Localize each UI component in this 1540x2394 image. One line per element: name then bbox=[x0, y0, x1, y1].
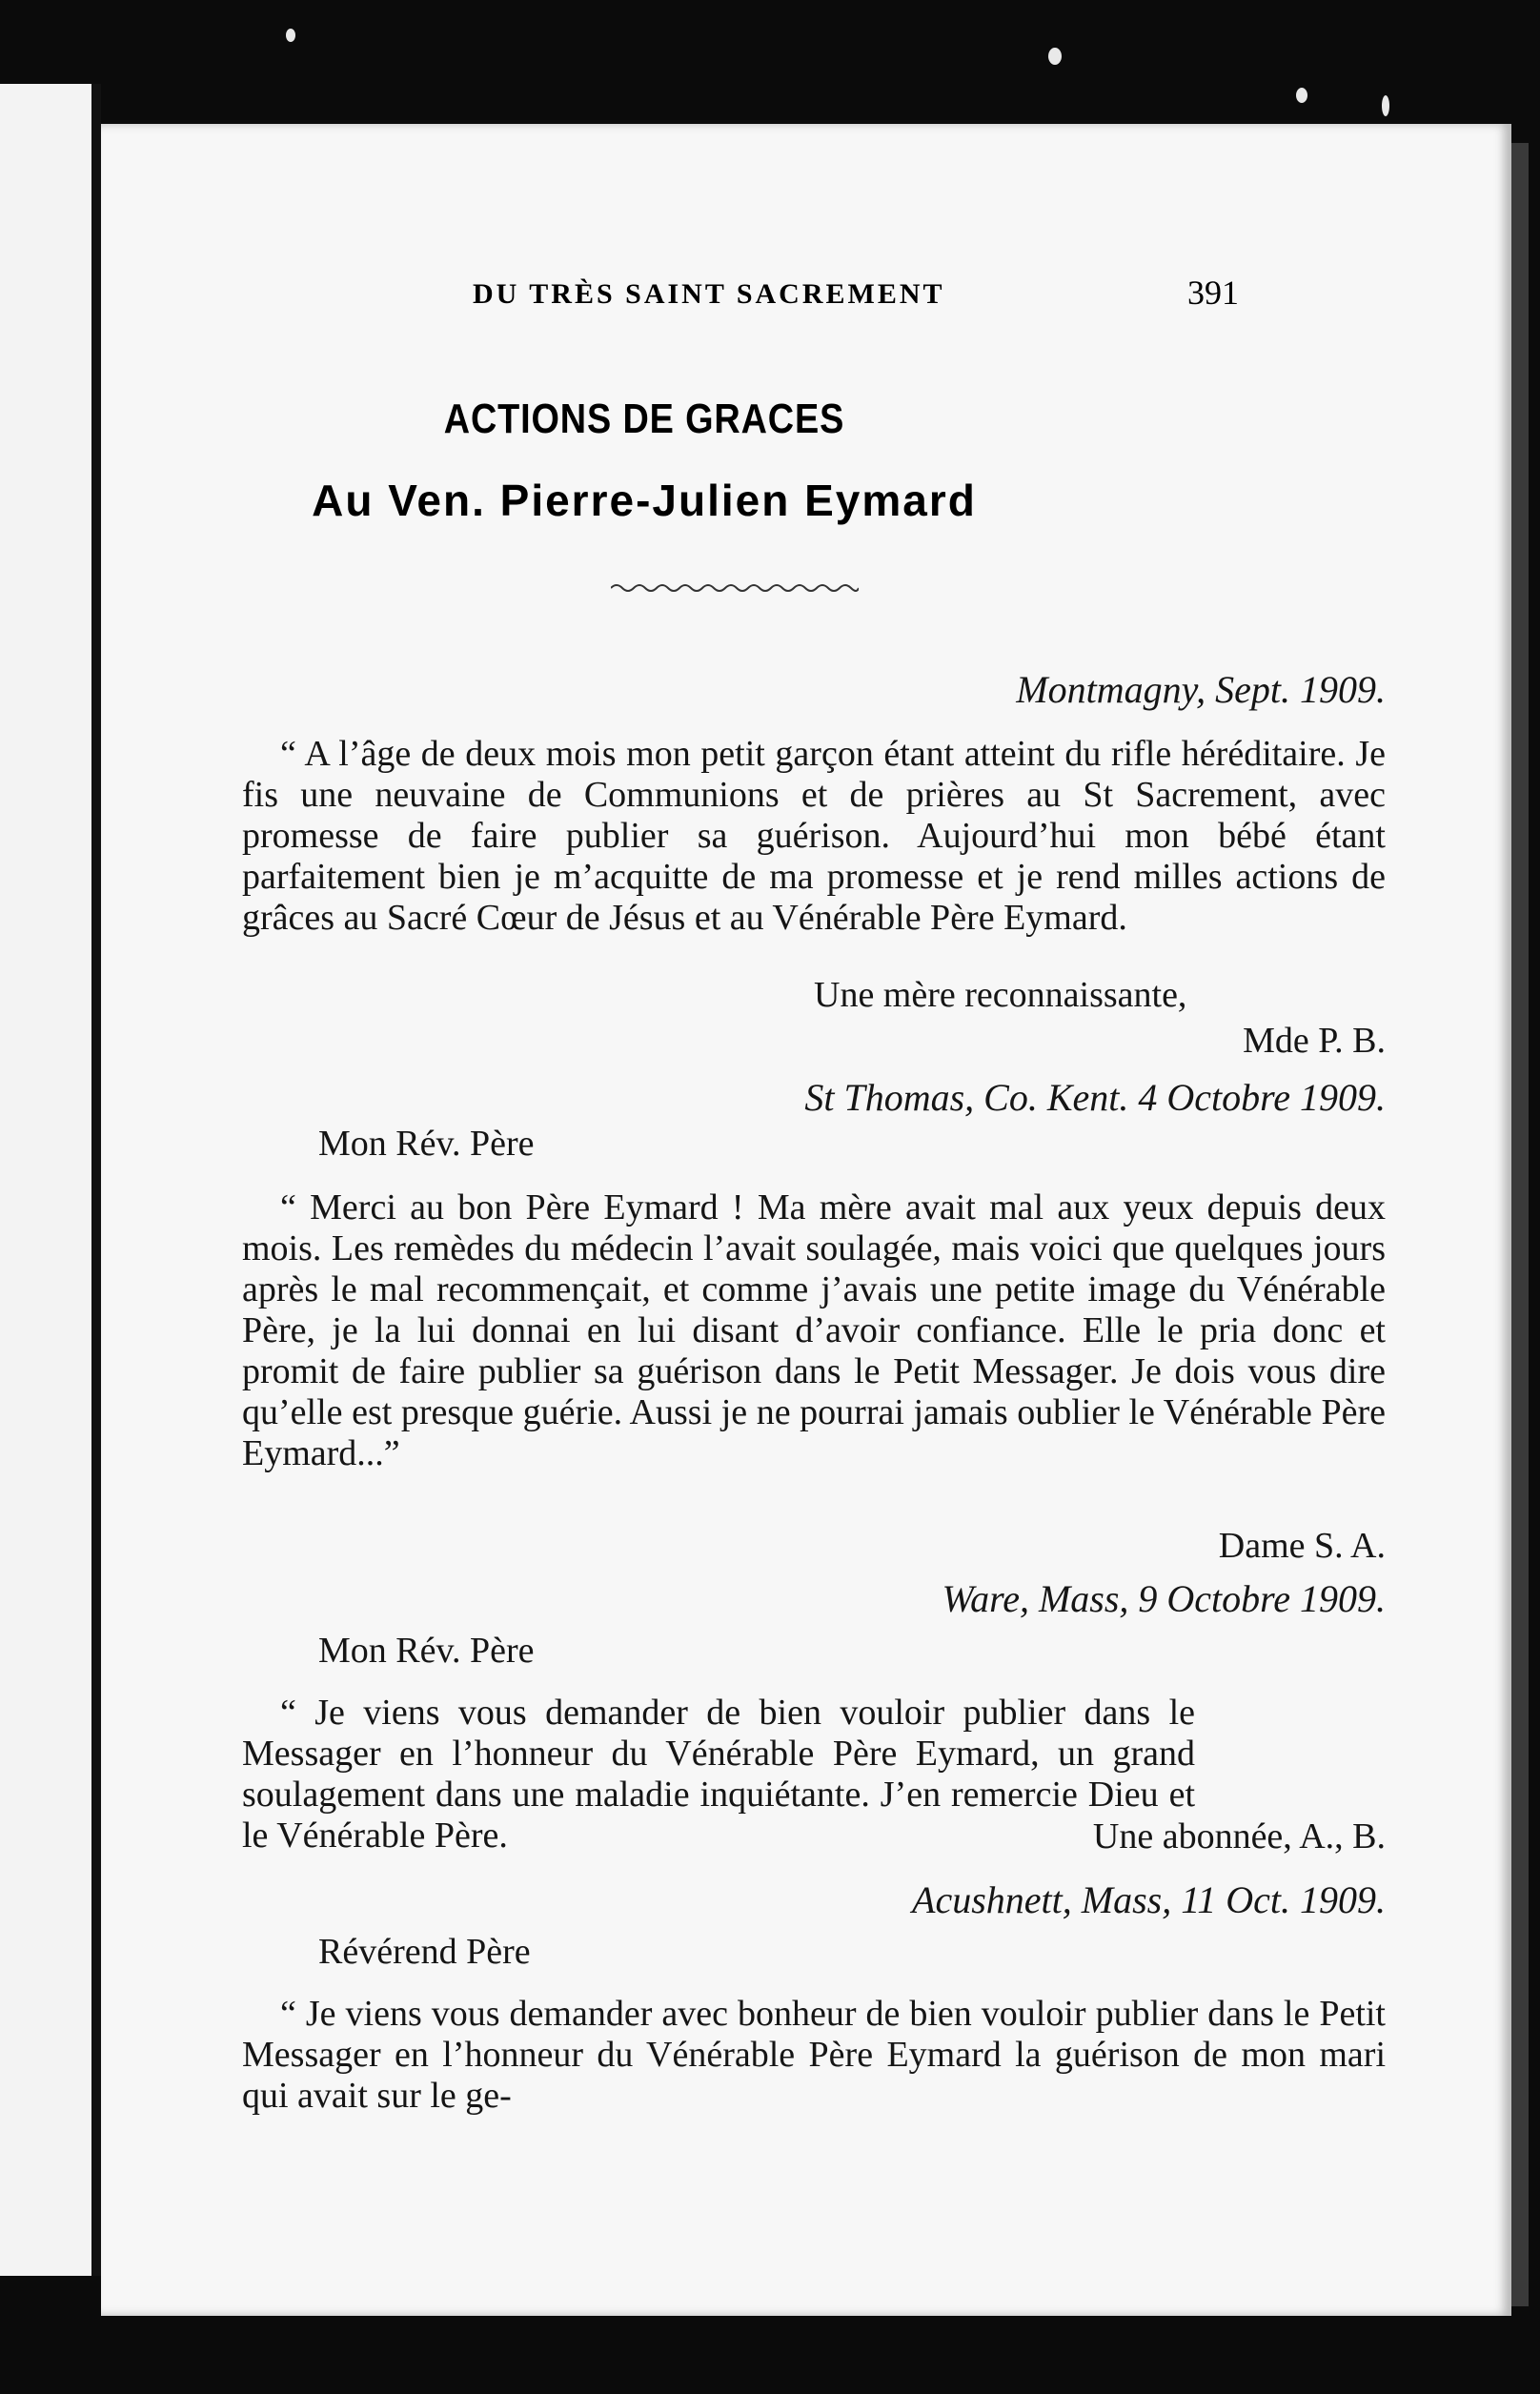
book-page bbox=[101, 124, 1511, 2316]
letter-1-body: “ A l’âge de deux mois mon petit garçon étant atteint du rifle héréditaire. Je fis une neuvaine de Communions et de prières au St Sacrement, avec promesse de faire publier sa guérison. Aujourd’hui mon bébé étant parfaitement bien je m’acquitte de ma promesse et je rend milles actions de grâces au Sacré Cœur de Jésus et au Vénérable Père Eymard. bbox=[242, 734, 1386, 938]
scan-speck bbox=[1048, 48, 1062, 65]
page-edge-shadow bbox=[1511, 143, 1529, 2306]
letter-1-dateline: Montmagny, Sept. 1909. bbox=[1016, 668, 1386, 711]
letter-1-initials: Mde P. B. bbox=[1243, 1021, 1386, 1061]
letter-3-salutation: Mon Rév. Père bbox=[318, 1631, 535, 1671]
scan-speck bbox=[1296, 88, 1307, 103]
letter-4-salutation: Révérend Père bbox=[318, 1932, 531, 1972]
wavy-rule-ornament bbox=[611, 581, 859, 595]
letter-2-signature: Dame S. A. bbox=[1218, 1526, 1386, 1566]
facing-page-edge bbox=[0, 84, 91, 2276]
letter-3-body: “ Je viens vous demander de bien vouloir publier dans le Messager en l’honneur du Vénérable Père Eymard, un grand soulagement dans une maladie inquiétante. J’en remercie Dieu et le Vénérable Père. bbox=[242, 1693, 1195, 1856]
page-number: 391 bbox=[1187, 274, 1239, 312]
letter-2-body: “ Merci au bon Père Eymard ! Ma mère avait mal aux yeux depuis deux mois. Les remèdes du médecin l’avait soulagée, mais voici que quelques jours après le mal recommençait, et comme j’avais une petite image du Vénérable Père, je la lui donnai en lui disant d’avoir confiance. Elle le pria donc et promit de faire publier sa guérison dans le Petit Messager. Je dois vous dire qu’elle est presque guérie. Aussi je ne pourrai jamais oublier le Vénérable Père Eymard...” bbox=[242, 1187, 1386, 1473]
letter-3-dateline: Ware, Mass, 9 Octobre 1909. bbox=[942, 1577, 1386, 1620]
letter-2-dateline: St Thomas, Co. Kent. 4 Octobre 1909. bbox=[804, 1076, 1386, 1119]
scan-speck bbox=[1382, 95, 1389, 116]
page-subtitle: Au Ven. Pierre-Julien Eymard bbox=[312, 476, 977, 525]
running-head: DU TRÈS SAINT SACREMENT bbox=[473, 278, 945, 310]
letter-4-dateline: Acushnett, Mass, 11 Oct. 1909. bbox=[912, 1878, 1386, 1921]
page-title: ACTIONS DE GRACES bbox=[443, 396, 845, 442]
letter-1-signature: Une mère reconnaissante, bbox=[814, 975, 1187, 1015]
gutter-shadow bbox=[91, 84, 101, 2276]
letter-2-salutation: Mon Rév. Père bbox=[318, 1124, 535, 1164]
letter-4-body: “ Je viens vous demander avec bonheur de bien vouloir publier dans le Petit Messager en l’honneur du Vénérable Père Eymard la guérison de mon mari qui avait sur le ge- bbox=[242, 1994, 1386, 2116]
letter-3-signature: Une abonnée, A., B. bbox=[1092, 1816, 1386, 1856]
scan-speck bbox=[286, 29, 295, 42]
